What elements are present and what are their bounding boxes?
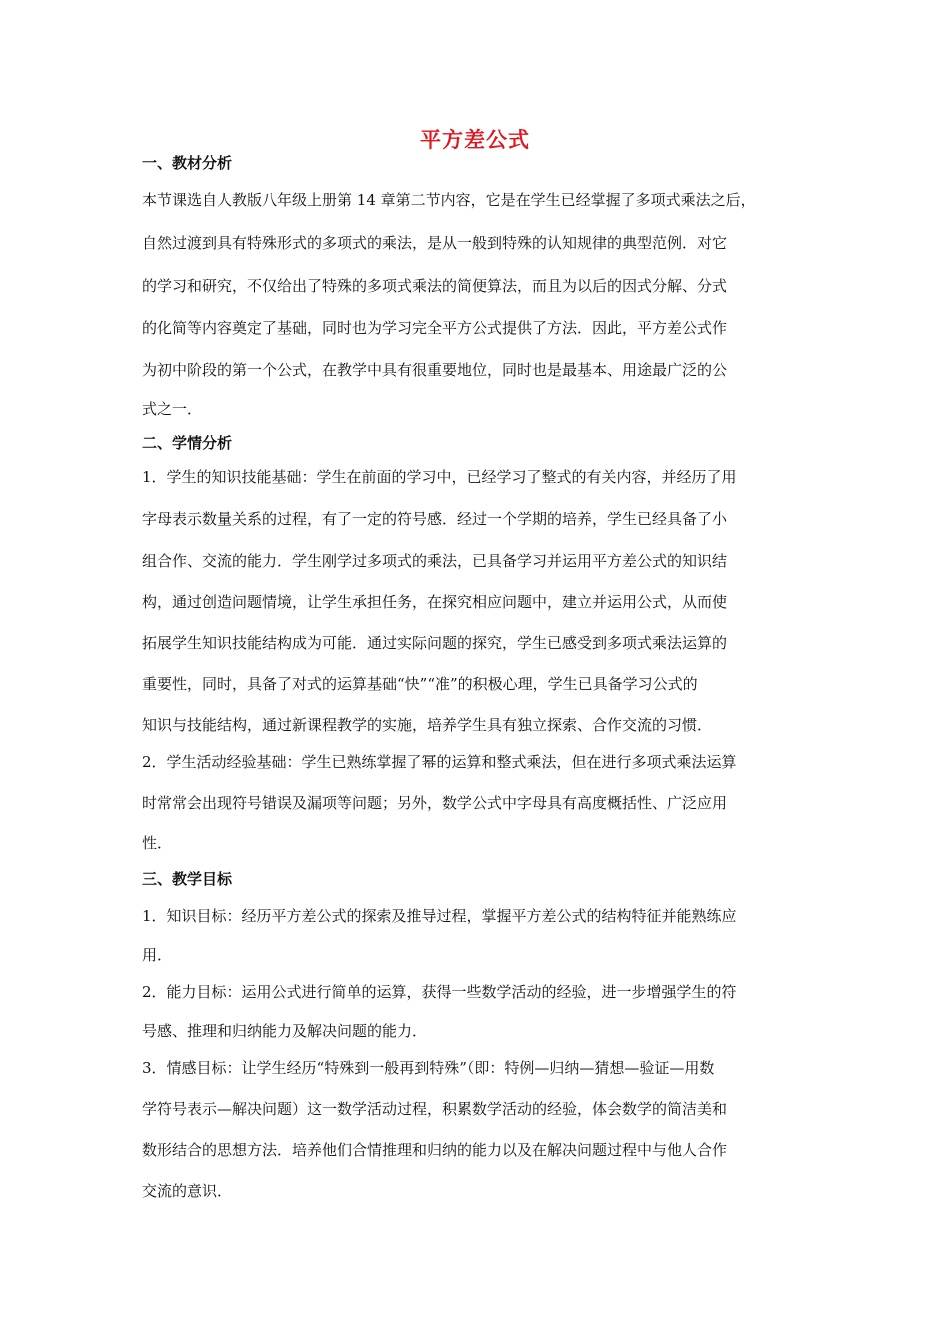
paragraph-line: 用． bbox=[142, 946, 173, 964]
paragraph-line: 2．能力目标：运用公式进行简单的运算，获得一些数学活动的经验，进一步增强学生的符 bbox=[142, 983, 737, 1001]
paragraph-line: 1．知识目标：经历平方差公式的探索及推导过程，掌握平方差公式的结构特征并能熟练应 bbox=[142, 907, 737, 925]
paragraph-line: 数形结合的思想方法．培养他们合情推理和归纳的能力以及在解决问题过程中与他人合作 bbox=[142, 1141, 728, 1159]
paragraph-line: 字母表示数量关系的过程，有了一定的符号感．经过一个学期的培养，学生已经具备了小 bbox=[142, 510, 728, 528]
paragraph-line: 为初中阶段的第一个公式，在教学中具有很重要地位，同时也是最基本、用途最广泛的公 bbox=[142, 361, 728, 379]
section-heading: 三、教学目标 bbox=[142, 870, 233, 888]
paragraph-line: 号感、推理和归纳能力及解决问题的能力． bbox=[142, 1022, 428, 1040]
section-heading: 一、教材分析 bbox=[142, 154, 233, 172]
paragraph-line: 的化简等内容奠定了基础，同时也为学习完全平方公式提供了方法．因此，平方差公式作 bbox=[142, 319, 728, 337]
paragraph-line: 构，通过创造问题情境，让学生承担任务，在探究相应问题中，建立并运用公式，从而使 bbox=[142, 593, 728, 611]
paragraph-line: 本节课选自人教版八年级上册第 14 章第二节内容，它是在学生已经掌握了多项式乘法之后， bbox=[142, 191, 756, 209]
paragraph-line: 交流的意识． bbox=[142, 1182, 233, 1200]
paragraph-line: 时常常会出现符号错误及漏项等问题；另外，数学公式中字母具有高度概括性、广泛应用 bbox=[142, 794, 728, 812]
paragraph-line: 拓展学生知识技能结构成为可能．通过实际问题的探究，学生已感受到多项式乘法运算的 bbox=[142, 634, 728, 652]
paragraph-line: 知识与技能结构，通过新课程教学的实施，培养学生具有独立探索、合作交流的习惯． bbox=[142, 716, 713, 734]
paragraph-line: 重要性，同时，具备了对式的运算基础“快”“准”的积极心理，学生已具备学习公式的 bbox=[142, 675, 698, 693]
paragraph-line: 自然过渡到具有特殊形式的多项式的乘法，是从一般到特殊的认知规律的典型范例．对它 bbox=[142, 234, 728, 252]
paragraph-line: 2．学生活动经验基础：学生已熟练掌握了幂的运算和整式乘法，但在进行多项式乘法运算 bbox=[142, 753, 737, 771]
paragraph-line: 的学习和研究，不仅给出了特殊的多项式乘法的简便算法，而且为以后的因式分解、分式 bbox=[142, 277, 728, 295]
section-heading: 二、学情分析 bbox=[142, 434, 233, 452]
paragraph-line: 3．情感目标：让学生经历“特殊到一般再到特殊”（即：特例—归纳—猜想—验证—用数 bbox=[142, 1059, 715, 1077]
page-title: 平方差公式 bbox=[420, 128, 530, 152]
paragraph-line: 式之一． bbox=[142, 400, 203, 418]
paragraph-line: 组合作、交流的能力．学生刚学过多项式的乘法，已具备学习并运用平方差公式的知识结 bbox=[142, 552, 728, 570]
paragraph-line: 性． bbox=[142, 834, 173, 852]
paragraph-line: 1．学生的知识技能基础：学生在前面的学习中，已经学习了整式的有关内容，并经历了用 bbox=[142, 468, 737, 486]
paragraph-line: 学符号表示—解决问题）这一数学活动过程，积累数学活动的经验，体会数学的简洁美和 bbox=[142, 1100, 728, 1118]
